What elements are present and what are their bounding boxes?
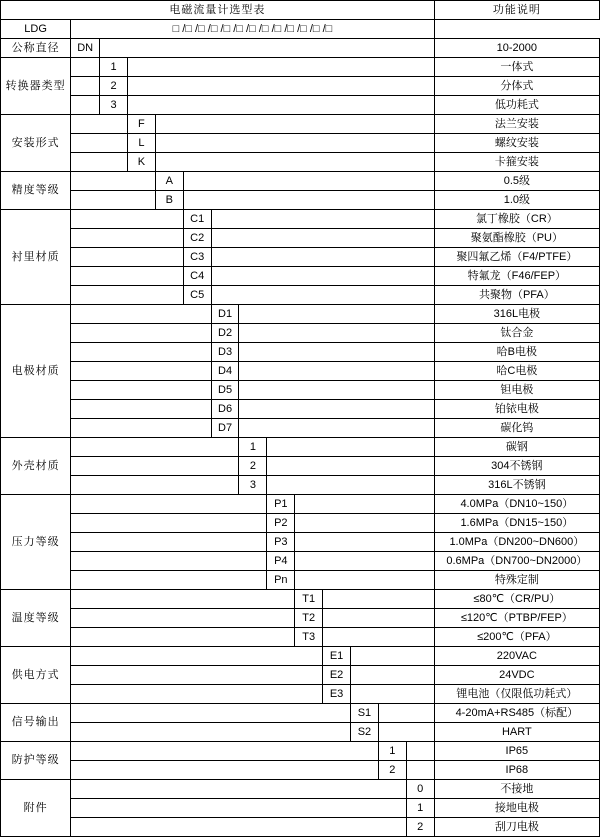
spacer-right [295, 533, 434, 552]
table-row [1, 381, 600, 400]
description-cell: 10-2000 [434, 39, 599, 58]
code-cell: D7 [211, 419, 239, 438]
table-row [1, 362, 600, 381]
description-cell: 316L电极 [434, 305, 599, 324]
spacer-right [239, 419, 434, 438]
description-cell: 锂电池（仅限低功耗式） [434, 685, 599, 704]
model-prefix: LDG [1, 20, 71, 39]
spacer-right [350, 685, 434, 704]
spacer-right [295, 552, 434, 571]
table-row [1, 514, 600, 533]
table-row [1, 552, 600, 571]
spacer-right [100, 39, 435, 58]
code-cell: D4 [211, 362, 239, 381]
spacer-right [211, 229, 434, 248]
table-row [1, 723, 600, 742]
spacer-left [71, 343, 211, 362]
spacer-right [323, 628, 435, 647]
table-row [1, 761, 600, 780]
code-cell: P2 [267, 514, 295, 533]
code-cell: D5 [211, 381, 239, 400]
spacer-right [295, 571, 434, 590]
code-cell: D6 [211, 400, 239, 419]
category-label: 信号输出 [1, 704, 71, 742]
description-cell: 卡箍安装 [434, 153, 599, 172]
table-row [1, 248, 600, 267]
description-cell: 4.0MPa（DN10~150） [434, 495, 599, 514]
table-row [1, 419, 600, 438]
table-row [1, 153, 600, 172]
spacer-right [239, 305, 434, 324]
spacer-right [406, 761, 434, 780]
table-row [1, 286, 600, 305]
code-cell: DN [71, 39, 100, 58]
table-row [1, 267, 600, 286]
spacer-left [71, 248, 184, 267]
category-label: 防护等级 [1, 742, 71, 780]
description-cell: 共聚物（PFA） [434, 286, 599, 305]
table-row [1, 609, 600, 628]
description-cell: HART [434, 723, 599, 742]
spacer-right [239, 400, 434, 419]
code-cell: T2 [295, 609, 323, 628]
spacer-right [267, 457, 434, 476]
spacer-right [211, 267, 434, 286]
model-pattern-row [1, 20, 600, 39]
description-cell: 4-20mA+RS485（标配） [434, 704, 599, 723]
spacer-right [183, 172, 434, 191]
table-row [1, 780, 600, 799]
code-cell: 2 [239, 457, 267, 476]
spacer-left [71, 362, 211, 381]
category-label: 压力等级 [1, 495, 71, 590]
spacer-left [71, 58, 100, 77]
table-row [1, 229, 600, 248]
code-cell: F [127, 115, 155, 134]
description-cell: 1.6MPa（DN15~150） [434, 514, 599, 533]
table-row [1, 191, 600, 210]
spacer-left [71, 191, 156, 210]
spacer-right [295, 495, 434, 514]
table-row [1, 533, 600, 552]
description-cell: 1.0级 [434, 191, 599, 210]
spacer-left [71, 419, 211, 438]
description-cell: 分体式 [434, 77, 599, 96]
description-cell: 碳钢 [434, 438, 599, 457]
description-cell: 刮刀电极 [434, 818, 599, 837]
code-cell: 1 [406, 799, 434, 818]
code-cell: P4 [267, 552, 295, 571]
spacer-right [378, 723, 434, 742]
category-label: 附件 [1, 780, 71, 837]
code-cell: C3 [183, 248, 211, 267]
table-row [1, 134, 600, 153]
spacer-left [71, 666, 323, 685]
spacer-left [71, 286, 184, 305]
code-cell: K [127, 153, 155, 172]
description-cell: IP65 [434, 742, 599, 761]
description-cell: 螺纹安装 [434, 134, 599, 153]
description-cell: 聚四氟乙烯（F4/PTFE） [434, 248, 599, 267]
code-cell: E3 [323, 685, 351, 704]
category-label: 安装形式 [1, 115, 71, 172]
spacer-right [155, 115, 434, 134]
table-row [1, 647, 600, 666]
code-cell: E1 [323, 647, 351, 666]
spacer-left [71, 324, 211, 343]
spacer-right [211, 248, 434, 267]
spacer-right [239, 324, 434, 343]
code-cell: E2 [323, 666, 351, 685]
spacer-right [350, 666, 434, 685]
spacer-left [71, 153, 128, 172]
description-cell: IP68 [434, 761, 599, 780]
spacer-right [239, 381, 434, 400]
spacer-left [71, 77, 100, 96]
description-cell: 碳化钨 [434, 419, 599, 438]
table-row [1, 96, 600, 115]
description-cell: 低功耗式 [434, 96, 599, 115]
table-row [1, 115, 600, 134]
spacer-left [71, 400, 211, 419]
spacer-left [71, 438, 239, 457]
spacer-right [127, 58, 434, 77]
table-row [1, 742, 600, 761]
table-row [1, 58, 600, 77]
spacer-right [183, 191, 434, 210]
table-row [1, 571, 600, 590]
table-row [1, 628, 600, 647]
code-cell: D1 [211, 305, 239, 324]
spacer-left [71, 685, 323, 704]
spacer-left [71, 571, 267, 590]
spacer-right [378, 704, 434, 723]
spacer-right [211, 210, 434, 229]
code-cell: P1 [267, 495, 295, 514]
table-row [1, 400, 600, 419]
spacer-right [267, 476, 434, 495]
table-row [1, 172, 600, 191]
code-cell: C1 [183, 210, 211, 229]
category-label: 精度等级 [1, 172, 71, 210]
table-row [1, 590, 600, 609]
spacer-right [155, 134, 434, 153]
code-cell: T3 [295, 628, 323, 647]
spacer-left [71, 609, 295, 628]
spacer-left [71, 780, 407, 799]
spacer-right [267, 438, 434, 457]
table-row [1, 438, 600, 457]
spacer-right [323, 590, 435, 609]
table-row [1, 704, 600, 723]
description-cell: ≤80℃（CR/PU） [434, 590, 599, 609]
table-row [1, 666, 600, 685]
code-cell: Pn [267, 571, 295, 590]
table-row [1, 39, 600, 58]
table-row [1, 799, 600, 818]
spacer-left [71, 381, 211, 400]
spacer-left [71, 96, 100, 115]
spacer-right [127, 96, 434, 115]
code-cell: P3 [267, 533, 295, 552]
description-cell: 特氟龙（F46/FEP） [434, 267, 599, 286]
spacer-left [71, 305, 211, 324]
table-header-row [1, 1, 600, 20]
description-cell: 铂铱电极 [434, 400, 599, 419]
code-cell: S1 [350, 704, 378, 723]
category-label: 转换器类型 [1, 58, 71, 115]
spacer-left [71, 704, 351, 723]
description-cell: 哈C电极 [434, 362, 599, 381]
table-row [1, 324, 600, 343]
description-cell: 钛合金 [434, 324, 599, 343]
description-cell: 0.6MPa（DN700~DN2000） [434, 552, 599, 571]
table-row [1, 685, 600, 704]
code-cell: D3 [211, 343, 239, 362]
code-cell: A [155, 172, 183, 191]
page-title: 电磁流量计选型表 [1, 1, 435, 20]
category-label: 外壳材质 [1, 438, 71, 495]
category-label: 公称直径 [1, 39, 71, 58]
description-cell: 钽电极 [434, 381, 599, 400]
spacer-right [211, 286, 434, 305]
code-cell: C5 [183, 286, 211, 305]
desc-header: 功能说明 [434, 1, 599, 20]
spacer-right [350, 647, 434, 666]
spacer-left [71, 628, 295, 647]
spacer-left [71, 476, 239, 495]
code-cell: D2 [211, 324, 239, 343]
code-cell: 0 [406, 780, 434, 799]
spacer-left [71, 457, 239, 476]
description-cell: 一体式 [434, 58, 599, 77]
code-cell: B [155, 191, 183, 210]
spacer-left [71, 647, 323, 666]
description-cell: 不接地 [434, 780, 599, 799]
table-row [1, 818, 600, 837]
spacer-left [71, 115, 128, 134]
description-cell: 220VAC [434, 647, 599, 666]
code-cell: 2 [378, 761, 406, 780]
code-cell: 1 [378, 742, 406, 761]
spacer-left [71, 818, 407, 837]
table-row [1, 476, 600, 495]
description-cell: 接地电极 [434, 799, 599, 818]
spacer-right [323, 609, 435, 628]
description-cell: ≤120℃（PTBP/FEP） [434, 609, 599, 628]
description-cell: 304不锈钢 [434, 457, 599, 476]
slot-pattern: □ /□ /□ /□ /□ /□ /□ /□ /□ /□ /□ /□ /□ [71, 20, 435, 39]
code-cell: 1 [100, 58, 128, 77]
spacer-left [71, 210, 184, 229]
table-row [1, 77, 600, 96]
category-label: 供电方式 [1, 647, 71, 704]
description-cell: ≤200℃（PFA） [434, 628, 599, 647]
spacer-left [71, 742, 379, 761]
spacer-left [71, 172, 156, 191]
spacer-right [406, 742, 434, 761]
spacer-left [71, 134, 128, 153]
code-cell: L [127, 134, 155, 153]
code-cell: 3 [239, 476, 267, 495]
code-cell: 1 [239, 438, 267, 457]
spacer-right [239, 343, 434, 362]
spacer-left [71, 229, 184, 248]
spacer-left [71, 590, 295, 609]
description-cell: 0.5级 [434, 172, 599, 191]
category-label: 电极材质 [1, 305, 71, 438]
code-cell: T1 [295, 590, 323, 609]
spacer-right [155, 153, 434, 172]
spacer-left [71, 761, 379, 780]
table-row [1, 305, 600, 324]
table-row [1, 457, 600, 476]
description-cell: 特殊定制 [434, 571, 599, 590]
spacer-left [71, 514, 267, 533]
spacer-left [71, 799, 407, 818]
code-cell: S2 [350, 723, 378, 742]
spacer-right [239, 362, 434, 381]
description-cell: 法兰安装 [434, 115, 599, 134]
table-row [1, 210, 600, 229]
spacer-left [71, 267, 184, 286]
description-cell: 聚氨酯橡胶（PU） [434, 229, 599, 248]
spacer-left [71, 552, 267, 571]
category-label: 温度等级 [1, 590, 71, 647]
description-cell: 316L不锈钢 [434, 476, 599, 495]
spacer-left [71, 723, 351, 742]
description-cell: 哈B电极 [434, 343, 599, 362]
description-cell: 24VDC [434, 666, 599, 685]
spacer-left [71, 533, 267, 552]
category-label: 衬里材质 [1, 210, 71, 305]
description-cell: 氯丁橡胶（CR） [434, 210, 599, 229]
table-row [1, 343, 600, 362]
code-cell: 2 [100, 77, 128, 96]
code-cell: 3 [100, 96, 128, 115]
code-cell: 2 [406, 818, 434, 837]
spacer-right [127, 77, 434, 96]
description-cell: 1.0MPa（DN200~DN600） [434, 533, 599, 552]
spacer-right [295, 514, 434, 533]
code-cell: C2 [183, 229, 211, 248]
table-row [1, 495, 600, 514]
spacer-left [71, 495, 267, 514]
code-cell: C4 [183, 267, 211, 286]
